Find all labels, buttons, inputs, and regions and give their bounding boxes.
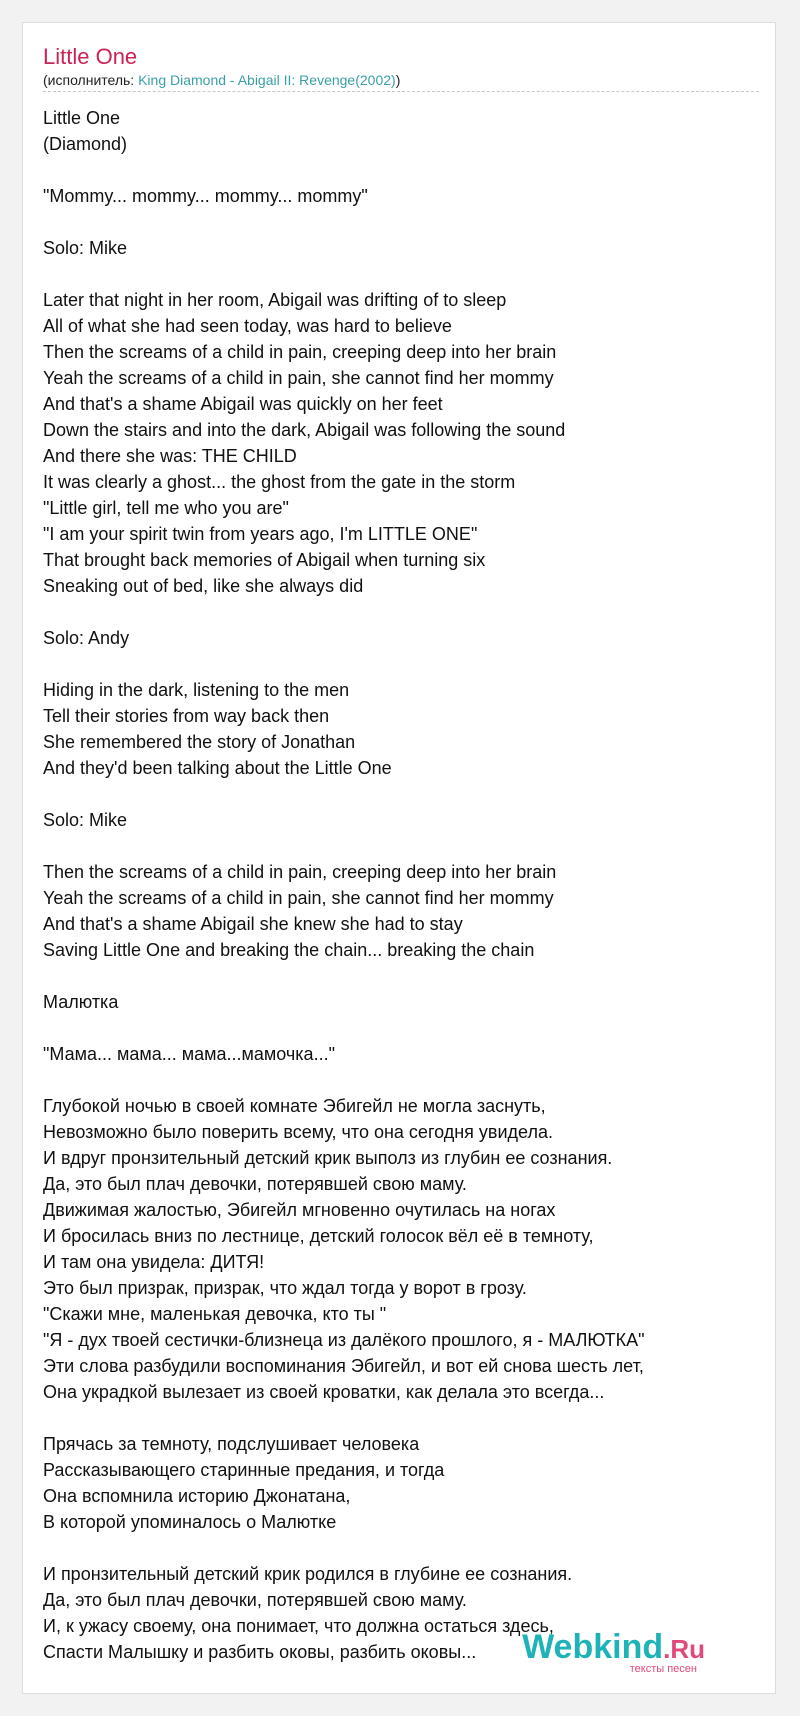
lyric-line: "Мама... мама... мама...мамочка..." [43, 1044, 335, 1064]
lyric-line: Then the screams of a child in pain, creeping deep into her brain [43, 342, 557, 362]
webkind-tld: .Ru [663, 1634, 705, 1664]
lyric-line: И бросилась вниз по лестнице, детский голосок вёл её в темноту, [43, 1226, 594, 1246]
webkind-logo [522, 1629, 705, 1675]
lyric-line: Yeah the screams of a child in pain, she cannot find her mommy [43, 888, 554, 908]
lyric-line: И пронзительный детский крик родился в глубине ее сознания. [43, 1564, 573, 1584]
lyric-line: Yeah the screams of a child in pain, she cannot find her mommy [43, 368, 554, 388]
lyric-line: That brought back memories of Abigail when turning six [43, 550, 486, 570]
lyric-line: Little One [43, 108, 121, 128]
artist-prefix: (исполнитель: [43, 72, 139, 88]
lyric-line: Рассказывающего старинные предания, и тогда [43, 1460, 445, 1480]
lyric-blank-line [43, 599, 763, 625]
lyric-blank-line [43, 1015, 763, 1041]
lyric-blank-line [43, 833, 763, 859]
lyric-line: Эти слова разбудили воспоминания Эбигейл, и вот ей снова шесть лет, [43, 1356, 644, 1376]
lyric-line: Да, это был плач девочки, потерявшей свою маму. [43, 1590, 467, 1610]
lyric-line: Hiding in the dark, listening to the men [43, 680, 350, 700]
lyric-line: Это был призрак, призрак, что ждал тогда у ворот в грозу. [43, 1278, 527, 1298]
lyric-line: Спасти Малышку и разбить оковы, разбить оковы... [43, 1642, 477, 1662]
lyric-line: Then the screams of a child in pain, creeping deep into her brain [43, 862, 557, 882]
webkind-brand [522, 1629, 705, 1667]
lyric-line: Sneaking out of bed, like she always did [43, 576, 364, 596]
lyric-line: В которой упоминалось о Малютке [43, 1512, 337, 1532]
lyric-line: Saving Little One and breaking the chain... breaking the chain [43, 940, 535, 960]
webkind-brand-name: Webkind [522, 1628, 664, 1666]
lyric-line: Она украдкой вылезает из своей кроватки, как делала это всегда... [43, 1382, 605, 1402]
lyric-line: Да, это был плач девочки, потерявшей свою маму. [43, 1174, 467, 1194]
lyric-line: Solo: Mike [43, 238, 128, 258]
artist-link[interactable]: King Diamond - Abigail II: Revenge(2002) [138, 72, 396, 88]
lyric-line: Down the stairs and into the dark, Abigail was following the sound [43, 420, 566, 440]
lyric-line: "Little girl, tell me who you are" [43, 498, 289, 518]
lyric-line: And that's a shame Abigail she knew she had to stay [43, 914, 463, 934]
song-header [43, 43, 759, 92]
lyric-line: Прячась за темноту, подслушивает человека [43, 1434, 420, 1454]
lyric-line: And they'd been talking about the Little One [43, 758, 392, 778]
lyric-line: И, к ужасу своему, она понимает, что должна остаться здесь, [43, 1616, 554, 1636]
lyric-line: All of what she had seen today, was hard to believe [43, 316, 452, 336]
lyric-line: "I am your spirit twin from years ago, I'm LITTLE ONE" [43, 524, 478, 544]
lyric-blank-line [43, 261, 763, 287]
lyric-blank-line [43, 157, 763, 183]
lyric-line: И вдруг пронзительный детский крик выполз из глубин ее сознания. [43, 1148, 613, 1168]
lyric-line: She remembered the story of Jonathan [43, 732, 356, 752]
lyric-line: Она вспомнила историю Джонатана, [43, 1486, 351, 1506]
lyric-line: Малютка [43, 992, 119, 1012]
lyric-line: Глубокой ночью в своей комнате Эбигейл не могла заснуть, [43, 1096, 546, 1116]
lyric-line: И там она увидела: ДИТЯ! [43, 1252, 265, 1272]
lyric-line: And that's a shame Abigail was quickly on her feet [43, 394, 443, 414]
lyric-blank-line [43, 651, 763, 677]
lyric-line: (Diamond) [43, 134, 128, 154]
lyric-line: And there she was: THE CHILD [43, 446, 297, 466]
artist-suffix: ) [395, 72, 401, 88]
lyric-line: "Mommy... mommy... mommy... mommy" [43, 186, 368, 206]
lyric-line: Solo: Mike [43, 810, 128, 830]
lyric-line: "Я - дух твоей сестички-близнеца из далёкого прошлого, я - МАЛЮТКА" [43, 1330, 645, 1350]
artist-line [43, 71, 759, 89]
lyric-line: Невозможно было поверить всему, что она сегодня увидела. [43, 1122, 553, 1142]
lyric-blank-line [43, 1535, 763, 1561]
lyric-line: Solo: Andy [43, 628, 130, 648]
lyrics-body [43, 105, 763, 1665]
lyric-line: Later that night in her room, Abigail was drifting of to sleep [43, 290, 507, 310]
lyric-line: It was clearly a ghost... the ghost from the gate in the storm [43, 472, 516, 492]
webkind-tagline: тексты песен [629, 1663, 697, 1675]
lyric-blank-line [43, 1067, 763, 1093]
song-title: Little One [43, 44, 138, 69]
lyric-line: Движимая жалостью, Эбигейл мгновенно очутилась на ногах [43, 1200, 556, 1220]
lyric-blank-line [43, 1405, 763, 1431]
lyric-blank-line [43, 209, 763, 235]
page-container [22, 22, 776, 1694]
lyric-blank-line [43, 963, 763, 989]
lyric-blank-line [43, 781, 763, 807]
lyric-line: Tell their stories from way back then [43, 706, 330, 726]
lyric-line: "Скажи мне, маленькая девочка, кто ты " [43, 1304, 387, 1324]
